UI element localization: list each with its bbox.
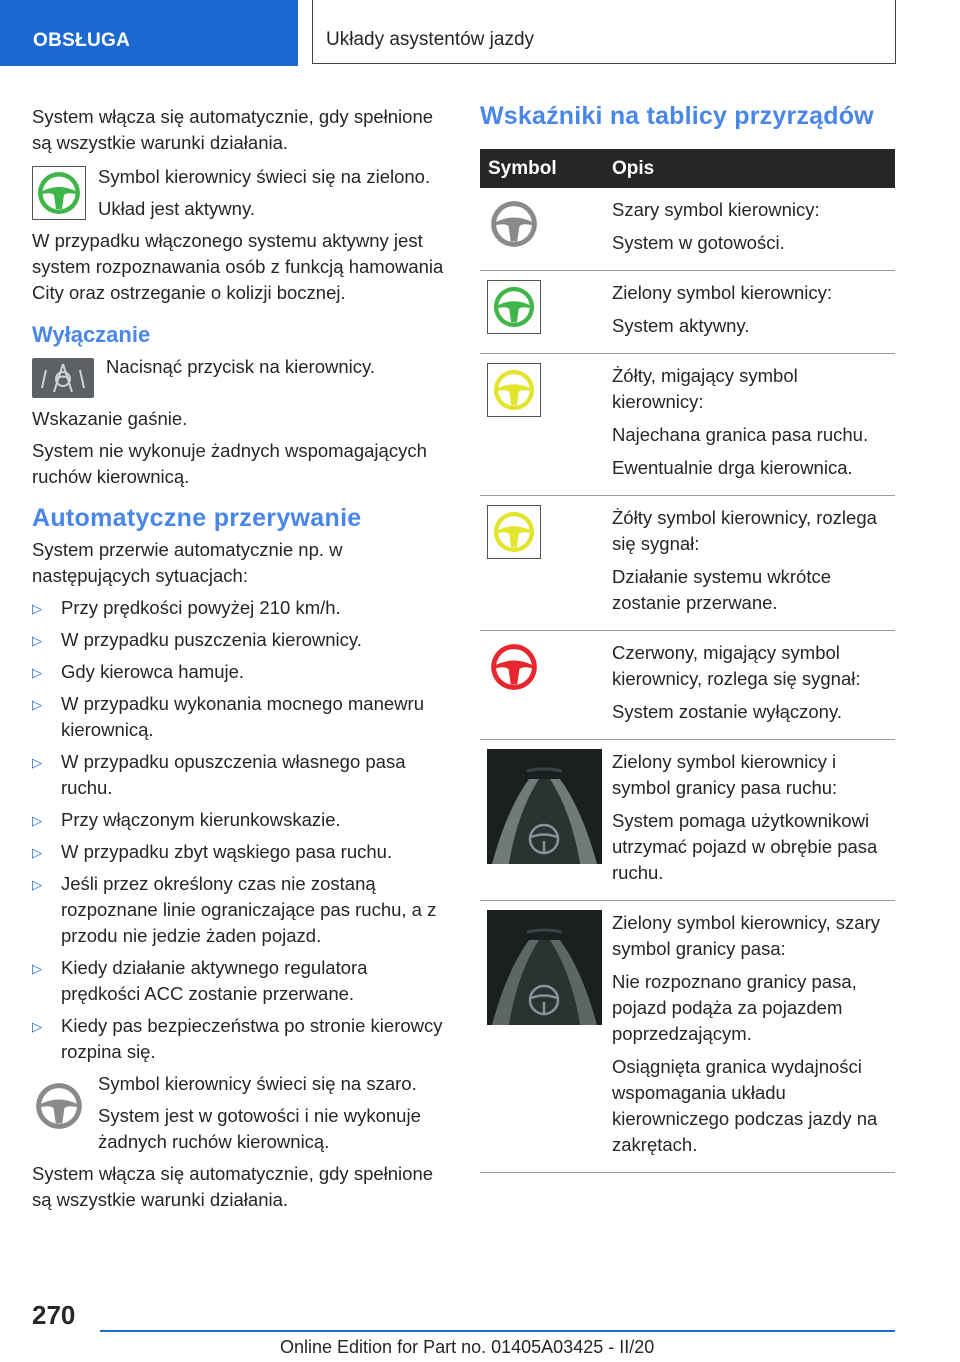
steering-wheel-grey-icon	[32, 1079, 86, 1133]
list-item: ▷ W przypadku zbyt wąskiego pasa ruchu.	[32, 839, 446, 865]
table-row: Żółty, migający symbol kierownicy: Najechana granica pasa ruchu. Ewentualnie drga kierownica.	[480, 354, 895, 496]
off-heading: Wyłączanie	[32, 322, 151, 347]
steering-wheel-green-icon	[487, 280, 541, 334]
triangle-bullet-icon: ▷	[32, 755, 42, 770]
steering-wheel-yellow-icon	[487, 363, 541, 417]
right-column	[480, 102, 895, 1173]
list-item: ▷ Kiedy pas bezpieczeństwa po stronie kierowcy rozpina się.	[32, 1015, 443, 1062]
grey-symbol-text-2: System jest w gotowości i nie wykonuje żadnych ruchów kierownicą.	[98, 1105, 421, 1152]
triangle-bullet-icon: ▷	[32, 845, 42, 860]
triangle-bullet-icon: ▷	[32, 633, 42, 648]
interruption-list	[32, 595, 446, 1065]
green-symbol-text-1: Symbol kierownicy świeci się na zielono.	[98, 166, 431, 187]
triangle-bullet-icon: ▷	[32, 665, 42, 680]
intro-text: System włącza się automatycznie, gdy spełnione są wszystkie warunki działania.	[32, 106, 434, 153]
steering-wheel-red-icon	[487, 640, 541, 694]
list-item: ▷ Gdy kierowca hamuje.	[32, 659, 446, 685]
table-row: Zielony symbol kierownicy i symbol granicy pasa ruchu: System pomaga użytkownikowi utrzymać pojazd w obrębie pasa ruchu.	[480, 740, 895, 901]
lane-display-green-icon	[487, 749, 602, 864]
triangle-bullet-icon: ▷	[32, 813, 42, 828]
steering-button-icon	[32, 358, 94, 398]
steering-wheel-green-icon	[32, 166, 86, 220]
off-button-block	[32, 354, 446, 402]
table-row: Zielony symbol kierownicy, szary symbol granicy pasa: Nie rozpoznano granicy pasa, pojazd podąża za pojazdem poprzedzającym. Osiągnięta granica wydajności wspomagania układu kierowniczego podczas jazdy na zakrętach.	[480, 901, 895, 1173]
auto-heading: Automatyczne przerywanie	[32, 504, 362, 532]
section-tab: OBSŁUGA	[0, 0, 298, 66]
outro-text: System włącza się automatycznie, gdy spełnione są wszystkie warunki działania.	[32, 1163, 434, 1210]
page-header	[0, 0, 960, 66]
steering-wheel-grey-icon	[487, 197, 541, 251]
page-footer	[0, 1290, 960, 1362]
list-item: ▷ W przypadku opuszczenia własnego pasa ruchu.	[32, 751, 406, 798]
off-text-1: Wskazanie gaśnie.	[32, 408, 188, 429]
indicators-table	[480, 149, 895, 1173]
grey-symbol-text-1: Symbol kierownicy świeci się na szaro.	[98, 1073, 417, 1094]
list-item: ▷ Jeśli przez określony czas nie zostaną rozpoznane linie ograniczające pas ruchu, a z przodu nie jedzie żaden pojazd.	[32, 873, 437, 946]
list-item: ▷ W przypadku wykonania mocnego manewru kierownicą.	[32, 693, 424, 740]
chapter-title: Układy asystentów jazdy	[312, 0, 896, 64]
triangle-bullet-icon: ▷	[32, 601, 42, 616]
active-systems-text: W przypadku włączonego systemu aktywny jest system rozpoznawania osób z funkcją hamowania City oraz ostrzeganie o kolizji bocznej.	[32, 230, 444, 303]
grey-symbol-block	[32, 1071, 446, 1155]
triangle-bullet-icon: ▷	[32, 877, 42, 892]
off-button-text: Nacisnąć przycisk na kierownicy.	[106, 356, 376, 377]
table-row: Szary symbol kierownicy: System w gotowości.	[480, 188, 895, 271]
auto-intro: System przerwie automatycznie np. w następujących sytuacjach:	[32, 539, 343, 586]
list-item: ▷ Przy włączonym kierunkowskazie.	[32, 807, 446, 833]
green-symbol-block	[32, 164, 446, 224]
triangle-bullet-icon: ▷	[32, 961, 42, 976]
triangle-bullet-icon: ▷	[32, 697, 42, 712]
list-item: ▷ Przy prędkości powyżej 210 km/h.	[32, 595, 446, 621]
table-row: Żółty symbol kierownicy, rozlega się sygnał: Działanie systemu wkrótce zostanie przerwane.	[480, 496, 895, 631]
table-row: Czerwony, migający symbol kierownicy, rozlega się sygnał: System zostanie wyłączony.	[480, 631, 895, 740]
off-text-2: System nie wykonuje żadnych wspomagających ruchów kierownicą.	[32, 440, 427, 487]
footer-divider	[100, 1330, 895, 1332]
lane-display-grey-icon	[487, 910, 602, 1025]
left-column	[32, 104, 446, 1219]
triangle-bullet-icon: ▷	[32, 1019, 42, 1034]
green-symbol-text-2: Układ jest aktywny.	[98, 198, 255, 219]
edition-text: Online Edition for Part no. 01405A03425 - II/20	[280, 1337, 655, 1357]
table-row: Zielony symbol kierownicy: System aktywny.	[480, 271, 895, 354]
column-header-symbol: Symbol	[480, 149, 612, 188]
steering-wheel-yellow-icon	[487, 505, 541, 559]
page-number: 270	[32, 1300, 76, 1330]
column-header-description: Opis	[612, 149, 895, 188]
list-item: ▷ Kiedy działanie aktywnego regulatora prędkości ACC zostanie przerwane.	[32, 957, 368, 1004]
indicators-heading: Wskaźniki na tablicy przyrządów	[480, 102, 874, 130]
list-item: ▷ W przypadku puszczenia kierownicy.	[32, 627, 446, 653]
